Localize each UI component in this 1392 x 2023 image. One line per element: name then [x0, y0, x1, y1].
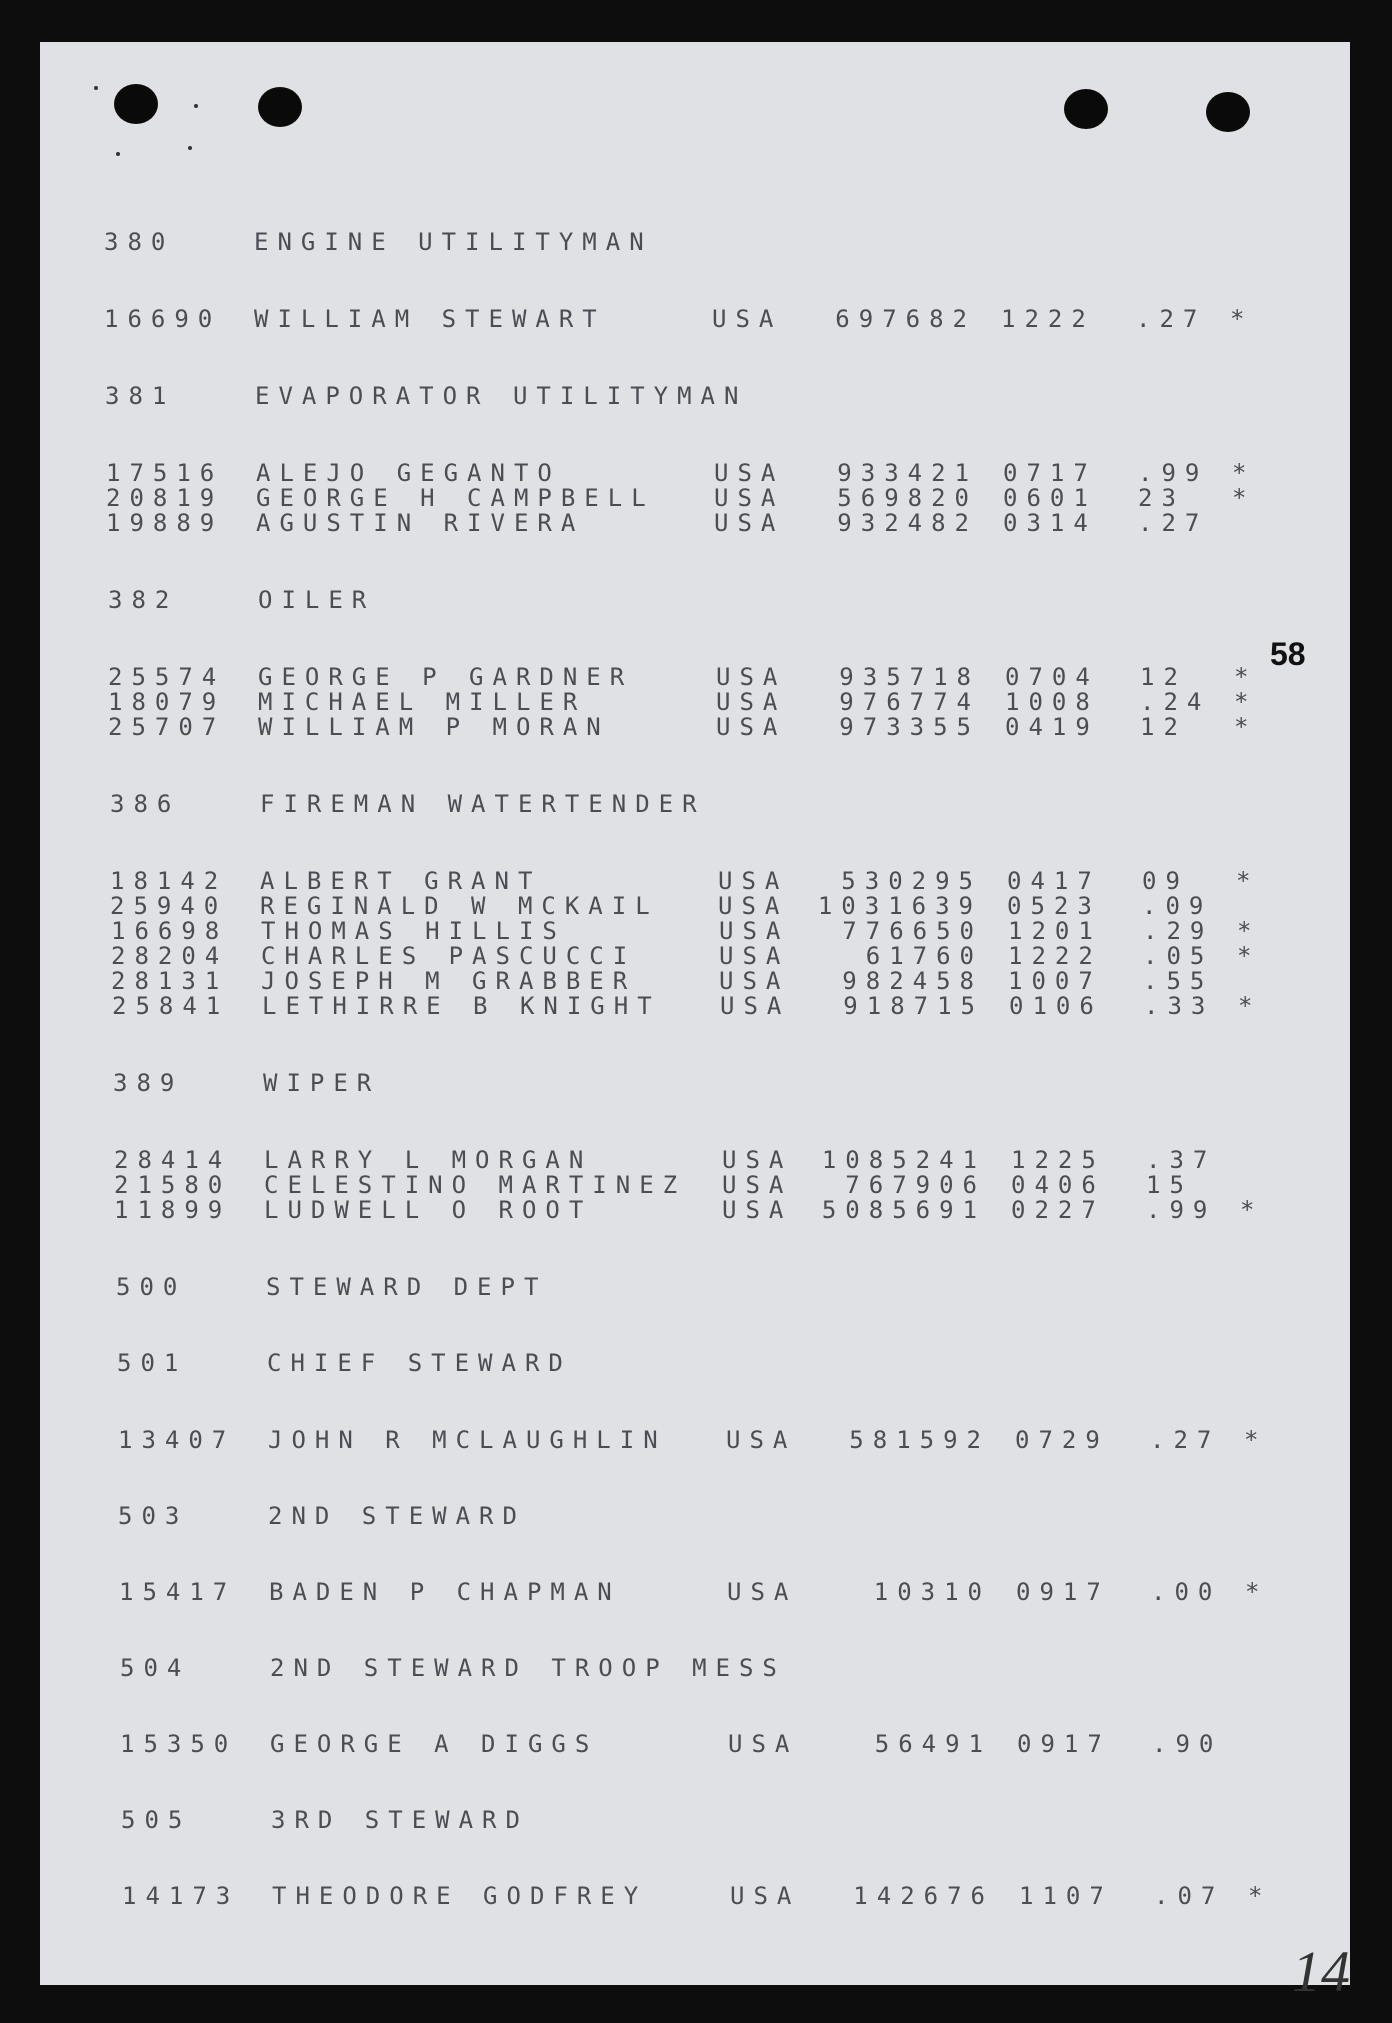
record-value: .99	[1138, 459, 1209, 487]
record-date: 0419	[1005, 713, 1099, 741]
section-code: 389	[113, 1069, 184, 1097]
record-name: BADEN P CHAPMAN	[269, 1578, 621, 1606]
record-number: 5085691	[821, 1196, 986, 1224]
record-date: 0227	[1011, 1196, 1105, 1224]
section-heading-row	[108, 586, 1268, 614]
record-value: .05	[1143, 942, 1214, 970]
record-name: THOMAS HILLIS	[261, 917, 566, 945]
section-code: 504	[120, 1654, 191, 1682]
section-heading-row	[105, 382, 1265, 410]
record-country: USA	[722, 1146, 793, 1174]
record-country: USA	[719, 917, 790, 945]
record-mark: *	[1234, 713, 1258, 741]
record-number: 982458	[842, 967, 983, 995]
record-date: 0729	[1015, 1426, 1109, 1454]
record-country: USA	[719, 967, 790, 995]
record-country: USA	[716, 713, 787, 741]
section-heading-row	[113, 1069, 1273, 1097]
record-date: 0704	[1005, 663, 1099, 691]
record-code: 13407	[118, 1426, 236, 1454]
record-name: WILLIAM STEWART	[254, 305, 606, 333]
record-name: GEORGE A DIGGS	[270, 1730, 599, 1758]
section-code: 386	[110, 790, 181, 818]
record-value: 15	[1146, 1171, 1193, 1199]
section-title: OILER	[258, 586, 376, 614]
record-date: 0917	[1017, 1730, 1111, 1758]
record-code: 28204	[111, 942, 229, 970]
record-mark: *	[1245, 1578, 1269, 1606]
punch-hole	[1064, 89, 1108, 129]
record-date: 0314	[1003, 509, 1097, 537]
record-number: 1031639	[817, 892, 982, 920]
record-country: USA	[719, 942, 790, 970]
record-country: USA	[718, 892, 789, 920]
record-row	[110, 867, 1270, 895]
record-row	[104, 305, 1264, 333]
record-date: 1007	[1008, 967, 1102, 995]
record-row	[118, 1426, 1278, 1454]
record-name: GEORGE H CAMPBELL	[256, 484, 655, 512]
record-country: USA	[714, 459, 785, 487]
record-mark: *	[1237, 917, 1261, 945]
record-value: .24	[1140, 688, 1211, 716]
record-name: WILLIAM P MORAN	[258, 713, 610, 741]
record-date: 1201	[1008, 917, 1102, 945]
record-row	[111, 917, 1271, 945]
record-country: USA	[720, 992, 791, 1020]
record-name: LUDWELL O ROOT	[264, 1196, 593, 1224]
record-country: USA	[718, 867, 789, 895]
record-mark: *	[1238, 992, 1262, 1020]
record-number: 932482	[837, 509, 978, 537]
record-mark: *	[1234, 663, 1258, 691]
record-code: 21580	[114, 1171, 232, 1199]
record-row	[110, 892, 1270, 920]
record-name: CELESTINO MARTINEZ	[264, 1171, 687, 1199]
section-heading-row	[121, 1806, 1281, 1834]
record-mark: *	[1232, 459, 1256, 487]
page-number: 58	[1270, 636, 1306, 672]
record-name: MICHAEL MILLER	[258, 688, 587, 716]
record-row	[106, 509, 1266, 537]
section-code: 501	[117, 1349, 188, 1377]
record-code: 17516	[106, 459, 224, 487]
record-row	[111, 967, 1271, 995]
section-title: 2ND STEWARD TROOP MESS	[270, 1654, 786, 1682]
section-code: 380	[104, 228, 175, 256]
record-mark: *	[1234, 688, 1258, 716]
section-title: CHIEF STEWARD	[267, 1349, 572, 1377]
record-row	[112, 992, 1272, 1020]
record-date: 0417	[1007, 867, 1101, 895]
record-name: THEODORE GODFREY	[272, 1882, 648, 1910]
record-code: 15417	[119, 1578, 237, 1606]
record-value: 09	[1142, 867, 1189, 895]
record-value: .27	[1150, 1426, 1221, 1454]
record-value: .99	[1146, 1196, 1217, 1224]
section-title: 3RD STEWARD	[271, 1806, 529, 1834]
record-number: 1085241	[821, 1146, 986, 1174]
record-mark: *	[1248, 1882, 1272, 1910]
record-number: 61760	[865, 942, 983, 970]
record-value: .27	[1136, 305, 1207, 333]
section-heading-row	[110, 790, 1270, 818]
record-value: .90	[1152, 1730, 1223, 1758]
record-row	[114, 1146, 1274, 1174]
record-number: 976774	[839, 688, 980, 716]
record-number: 56491	[874, 1730, 992, 1758]
record-country: USA	[722, 1196, 793, 1224]
record-date: 0406	[1011, 1171, 1105, 1199]
section-title: FIREMAN WATERTENDER	[260, 790, 706, 818]
record-country: USA	[712, 305, 783, 333]
record-country: USA	[730, 1882, 801, 1910]
section-code: 382	[108, 586, 179, 614]
record-code: 25841	[112, 992, 230, 1020]
record-name: AGUSTIN RIVERA	[256, 509, 585, 537]
record-date: 1008	[1005, 688, 1099, 716]
section-heading-row	[104, 228, 1264, 256]
speck	[94, 86, 98, 90]
record-value: .33	[1144, 992, 1215, 1020]
record-code: 20819	[106, 484, 224, 512]
record-name: GEORGE P GARDNER	[258, 663, 634, 691]
record-number: 10310	[873, 1578, 991, 1606]
record-code: 25574	[108, 663, 226, 691]
record-code: 15350	[120, 1730, 238, 1758]
punch-hole	[114, 84, 158, 124]
record-date: 1222	[1008, 942, 1102, 970]
record-row	[108, 663, 1268, 691]
record-name: JOHN R MCLAUGHLIN	[268, 1426, 667, 1454]
section-code: 503	[118, 1502, 189, 1530]
record-code: 25707	[108, 713, 226, 741]
record-country: USA	[727, 1578, 798, 1606]
document-page	[40, 42, 1350, 2004]
record-country: USA	[728, 1730, 799, 1758]
handwritten-page-mark: 14	[1292, 1939, 1350, 2004]
record-row	[111, 942, 1271, 970]
speck	[188, 146, 192, 150]
record-name: LETHIRRE B KNIGHT	[262, 992, 661, 1020]
punch-hole	[258, 87, 302, 127]
record-code: 19889	[106, 509, 224, 537]
record-number: 776650	[842, 917, 983, 945]
section-heading-row	[116, 1273, 1276, 1301]
section-title: EVAPORATOR UTILITYMAN	[255, 382, 748, 410]
record-mark: *	[1237, 942, 1261, 970]
record-number: 569820	[837, 484, 978, 512]
record-date: 1222	[1001, 305, 1095, 333]
record-code: 18079	[108, 688, 226, 716]
record-mark: *	[1230, 305, 1254, 333]
section-heading-row	[118, 1502, 1278, 1530]
record-value: 12	[1140, 713, 1187, 741]
record-date: 0717	[1003, 459, 1097, 487]
record-date: 0917	[1016, 1578, 1110, 1606]
record-value: .09	[1142, 892, 1213, 920]
record-date: 0601	[1003, 484, 1097, 512]
section-title: WIPER	[263, 1069, 381, 1097]
record-value: .55	[1143, 967, 1214, 995]
record-value: .00	[1151, 1578, 1222, 1606]
record-name: REGINALD W MCKAIL	[260, 892, 659, 920]
section-title: 2ND STEWARD	[268, 1502, 526, 1530]
record-country: USA	[716, 663, 787, 691]
record-mark: *	[1240, 1196, 1264, 1224]
record-code: 14173	[122, 1882, 240, 1910]
record-code: 28414	[114, 1146, 232, 1174]
record-number: 530295	[841, 867, 982, 895]
record-code: 16698	[111, 917, 229, 945]
record-value: .27	[1138, 509, 1209, 537]
record-date: 1225	[1011, 1146, 1105, 1174]
record-number: 973355	[839, 713, 980, 741]
section-code: 505	[121, 1806, 192, 1834]
record-row	[122, 1882, 1282, 1910]
record-date: 0523	[1007, 892, 1101, 920]
record-country: USA	[714, 484, 785, 512]
record-row	[106, 484, 1266, 512]
record-name: LARRY L MORGAN	[264, 1146, 593, 1174]
record-name: CHARLES PASCUCCI	[261, 942, 637, 970]
record-row	[114, 1171, 1274, 1199]
record-row	[119, 1578, 1279, 1606]
record-row	[120, 1730, 1280, 1758]
record-value: 23	[1138, 484, 1185, 512]
section-code: 381	[105, 382, 176, 410]
record-name: ALBERT GRANT	[260, 867, 542, 895]
punch-hole	[1206, 92, 1250, 132]
record-value: .37	[1146, 1146, 1217, 1174]
record-name: ALEJO GEGANTO	[256, 459, 561, 487]
record-country: USA	[726, 1426, 797, 1454]
record-number: 581592	[849, 1426, 990, 1454]
section-title: ENGINE UTILITYMAN	[254, 228, 653, 256]
record-code: 11899	[114, 1196, 232, 1224]
section-title: STEWARD DEPT	[266, 1273, 548, 1301]
section-heading-row	[117, 1349, 1277, 1377]
record-name: JOSEPH M GRABBER	[261, 967, 637, 995]
record-mark: *	[1244, 1426, 1268, 1454]
record-code: 25940	[110, 892, 228, 920]
record-code: 18142	[110, 867, 228, 895]
record-number: 697682	[835, 305, 976, 333]
speck	[116, 152, 120, 156]
speck	[194, 104, 198, 108]
record-mark: *	[1232, 484, 1256, 512]
record-number: 935718	[839, 663, 980, 691]
record-date: 1107	[1019, 1882, 1113, 1910]
record-number: 933421	[837, 459, 978, 487]
record-row	[108, 713, 1268, 741]
record-country: USA	[716, 688, 787, 716]
record-row	[114, 1196, 1274, 1224]
record-date: 0106	[1009, 992, 1103, 1020]
section-code: 500	[116, 1273, 187, 1301]
record-row	[108, 688, 1268, 716]
record-number: 918715	[843, 992, 984, 1020]
section-heading-row	[120, 1654, 1280, 1682]
record-code: 28131	[111, 967, 229, 995]
record-code: 16690	[104, 305, 222, 333]
record-value: 12	[1140, 663, 1187, 691]
record-value: .29	[1143, 917, 1214, 945]
record-country: USA	[714, 509, 785, 537]
record-value: .07	[1154, 1882, 1225, 1910]
record-number: 142676	[853, 1882, 994, 1910]
record-mark: *	[1236, 867, 1260, 895]
record-row	[106, 459, 1266, 487]
record-country: USA	[722, 1171, 793, 1199]
record-number: 767906	[845, 1171, 986, 1199]
